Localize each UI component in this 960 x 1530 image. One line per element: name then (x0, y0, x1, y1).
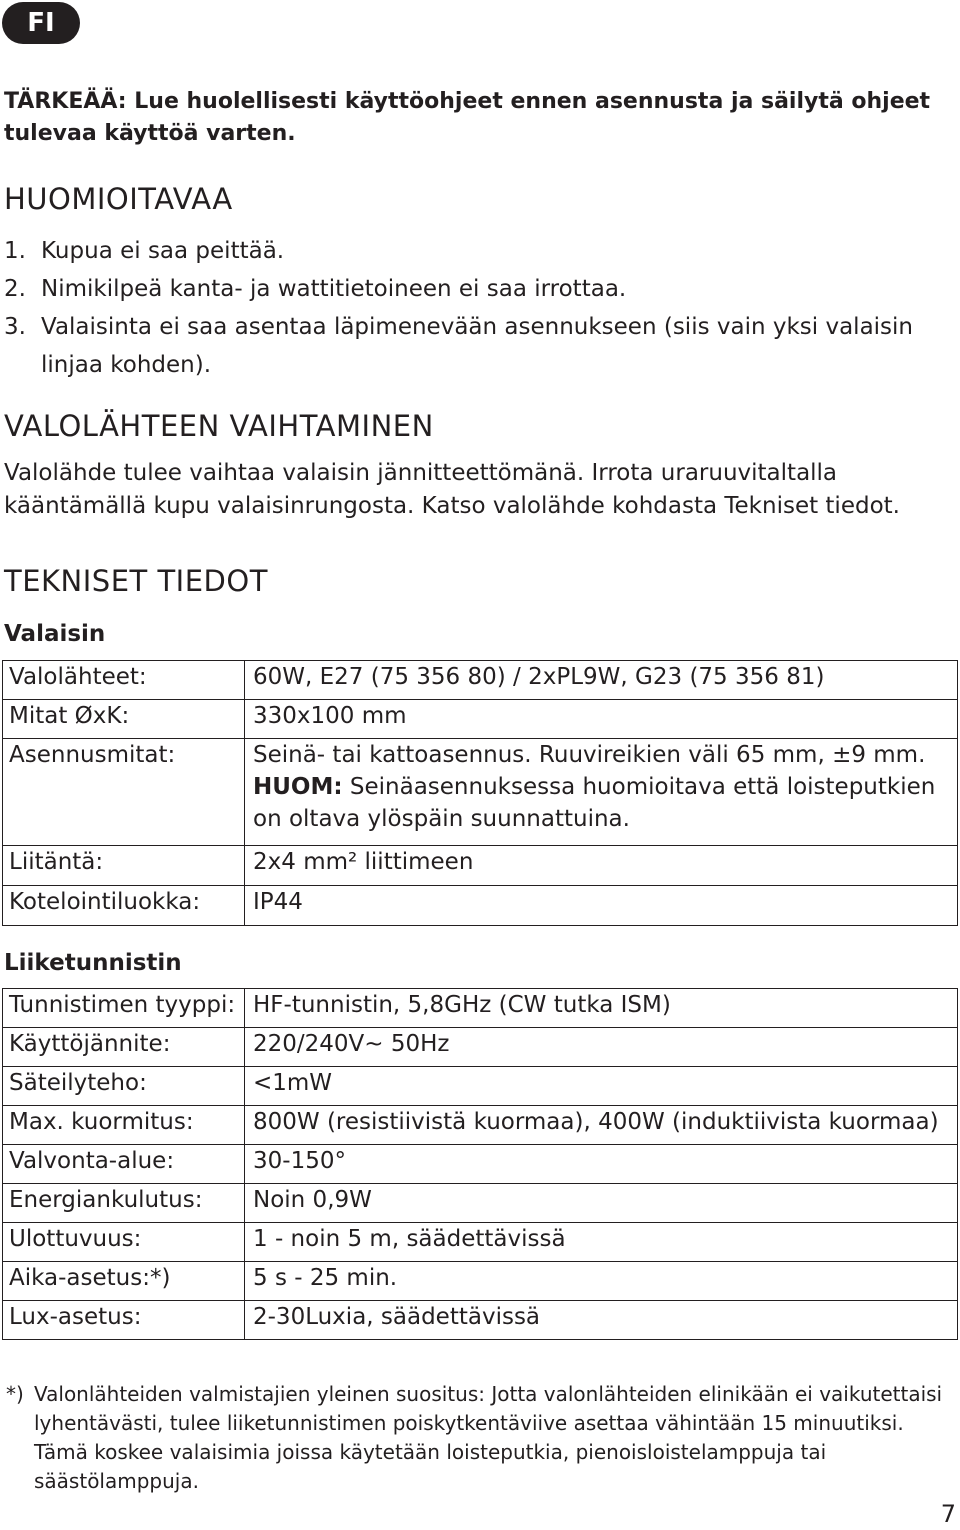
spec-value: 2-30Luxia, säädettävissä (245, 1301, 958, 1340)
luminaire-title: Valaisin (4, 621, 106, 647)
table-row (3, 1067, 958, 1106)
spec-key: Säteilyteho: (3, 1067, 245, 1106)
spec-key: Liitäntä: (3, 846, 245, 886)
spec-key: Max. kuormitus: (3, 1106, 245, 1145)
list-item (4, 308, 954, 384)
table-row (3, 1028, 958, 1067)
luminaire-spec-table (2, 660, 958, 926)
spec-note-label: HUOM: (253, 774, 343, 800)
list-item-number: 1. (4, 238, 26, 264)
list-item-text: Valaisinta ei saa asentaa läpimenevään asennukseen (siis vain yksi valaisin linjaa kohden). (41, 314, 914, 378)
list-item-text: Nimikilpeä kanta- ja wattitietoineen ei saa irrottaa. (41, 276, 627, 302)
spec-key: Mitat ØxK: (3, 700, 245, 739)
tech-title: TEKNISET TIEDOT (4, 564, 268, 598)
list-item-text: Kupua ei saa peittää. (41, 238, 285, 264)
spec-key: Valolähteet: (3, 661, 245, 700)
table-row (3, 1106, 958, 1145)
spec-note-text: Seinäasennuksessa huomioitava että loisteputkien on oltava ylöspäin suunnattuina. (253, 774, 936, 832)
table-row (3, 700, 958, 739)
spec-value: 30-150° (245, 1145, 958, 1184)
footnote-mark: *) (6, 1382, 24, 1406)
sensor-title: Liiketunnistin (4, 950, 182, 976)
spec-value: 60W, E27 (75 356 80) / 2xPL9W, G23 (75 356 81) (245, 661, 958, 700)
table-row (3, 661, 958, 700)
spec-key: Tunnistimen tyyppi: (3, 989, 245, 1028)
spec-key: Asennusmitat: (3, 739, 245, 846)
table-row (3, 1184, 958, 1223)
list-item-number: 3. (4, 314, 26, 340)
lamp-change-title: VALOLÄHTEEN VAIHTAMINEN (4, 409, 434, 443)
table-row (3, 1262, 958, 1301)
notes-title: HUOMIOITAVAA (4, 182, 233, 216)
table-row (3, 886, 958, 926)
spec-value: IP44 (245, 886, 958, 926)
footnote (6, 1380, 946, 1496)
spec-value: HF-tunnistin, 5,8GHz (CW tutka ISM) (245, 989, 958, 1028)
spec-value: 2x4 mm² liittimeen (245, 846, 958, 886)
spec-value: 800W (resistiivistä kuormaa), 400W (induktiivista kuormaa) (245, 1106, 958, 1145)
table-row (3, 846, 958, 886)
spec-value: Noin 0,9W (245, 1184, 958, 1223)
spec-key: Käyttöjännite: (3, 1028, 245, 1067)
page-number: 7 (940, 1500, 956, 1528)
spec-value: 220/240V~ 50Hz (245, 1028, 958, 1067)
spec-note (253, 771, 951, 835)
footnote-text: Valonlähteiden valmistajien yleinen suositus: Jotta valonlähteiden elinikään ei vaikutettaisi lyhentävästi, tulee liiketunnistimen poiskytkentäviive asettaa vähintään 15 minuutiksi. Tämä koskee valaisimia joissa käytetään loisteputkia, pienoisloistelamppuja tai säästölamppuja. (34, 1382, 943, 1493)
lamp-change-text: Valolähde tulee vaihtaa valaisin jännitteettömänä. Irrota uraruuvitaltalla kääntämällä kupu valaisinrungosta. Katso valolähde kohdasta Tekniset tiedot. (4, 460, 900, 519)
notes-list (4, 232, 954, 384)
spec-value: <1mW (245, 1067, 958, 1106)
spec-key: Valvonta-alue: (3, 1145, 245, 1184)
table-row (3, 1145, 958, 1184)
spec-key: Lux-asetus: (3, 1301, 245, 1340)
language-badge: FI (2, 2, 80, 44)
table-row (3, 989, 958, 1028)
list-item (4, 270, 954, 308)
spec-value-block (245, 739, 958, 846)
spec-value: 5 s - 25 min. (245, 1262, 958, 1301)
spec-key: Aika-asetus:*) (3, 1262, 245, 1301)
list-item-number: 2. (4, 276, 26, 302)
important-notice: TÄRKEÄÄ: Lue huolellisesti käyttöohjeet ennen asennusta ja säilytä ohjeet tulevaa käyttöä varten. (4, 89, 931, 146)
table-row (3, 1301, 958, 1340)
spec-key: Energiankulutus: (3, 1184, 245, 1223)
spec-value: 1 - noin 5 m, säädettävissä (245, 1223, 958, 1262)
spec-key: Kotelointiluokka: (3, 886, 245, 926)
sensor-spec-table (2, 988, 958, 1340)
spec-value: 330x100 mm (245, 700, 958, 739)
table-row (3, 1223, 958, 1262)
table-row (3, 739, 958, 846)
list-item (4, 232, 954, 270)
spec-value: Seinä- tai kattoasennus. Ruuvireikien väli 65 mm, ±9 mm. (253, 742, 926, 768)
spec-key: Ulottuvuus: (3, 1223, 245, 1262)
